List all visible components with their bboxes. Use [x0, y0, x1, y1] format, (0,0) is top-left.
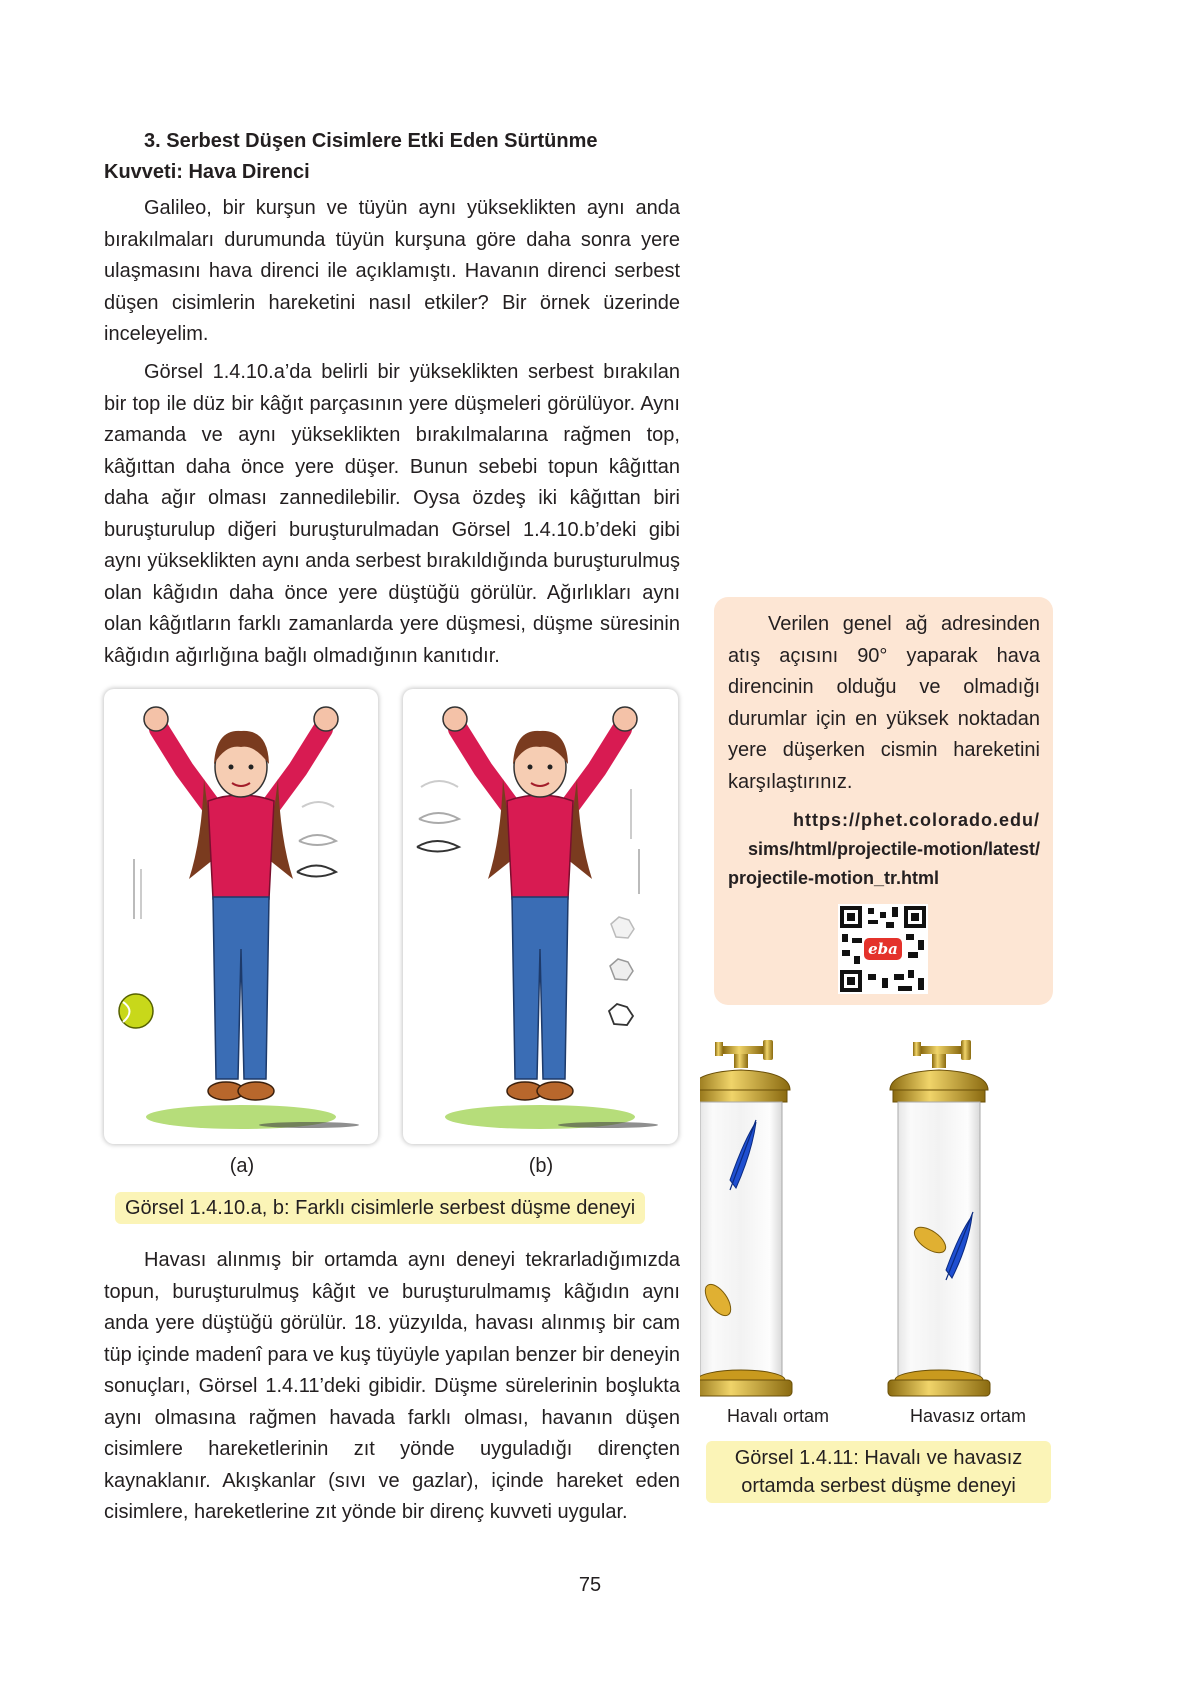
sidebox-url-line1[interactable]: https://phet.colorado.edu/	[793, 810, 1040, 830]
figure-a-card	[104, 689, 378, 1144]
girl-two-papers-illustration	[403, 689, 678, 1144]
label-air-environment: Havalı ortam	[727, 1406, 830, 1426]
figure-1-4-10-caption: Görsel 1.4.10.a, b: Farklı cisimlerle serbest düşme deneyi	[115, 1192, 645, 1224]
qr-code-icon[interactable]	[838, 904, 928, 994]
tube-vacuum	[888, 1040, 990, 1396]
section-heading	[104, 126, 684, 188]
figure-1-4-11-caption-line2: ortamda serbest düşme deneyi	[741, 1475, 1016, 1497]
sidebox-url[interactable]	[728, 806, 1040, 893]
girl-ball-paper-illustration	[104, 689, 378, 1144]
sidebox-text: Verilen genel ağ adresinden atış açısını 90° yaparak hava direncinin olduğu ve olmadığı durumlar için en yüksek noktadan yere düşerken cismin hareketini karşılaştırınız.	[728, 613, 1040, 793]
section-heading-line2: Kuvveti: Hava Direnci	[104, 161, 310, 183]
paragraph-vacuum: Havası alınmış bir ortamda aynı deneyi tekrarladığımızda topun, buruşturulmuş kâğıt ve buruşturulmamış kâğıdın aynı anda yere düştüğü görülür. 18. yüzyılda, havası alınmış bir cam tüp içinde madenî para ve kuş tüyüyle yapılan benzer bir deneyin sonuçları, Görsel 1.4.11’deki gibidir. Düşme sürelerinin boşlukta aynı olmasına rağmen havada farklı olması, havanın düşen cisimlere hareketlerinin zıt yönde uyguladığı dirençten kaynaklanır. Akışkanlar (sıvı ve gazlar), içinde hareket eden cisimlere, hareketlerine zıt yönde bir direnç kuvveti uygular.	[104, 1249, 680, 1523]
page-number: 75	[578, 1574, 602, 1596]
paragraph-experiment: Görsel 1.4.10.a’da belirli bir yükseklikten serbest bırakılan bir top ile düz bir kâğıt parçasının yere düşmeleri görülüyor. Aynı zamanda ve aynı yükseklikten bırakılmalarına rağmen top, kâğıttan daha önce yere düşer. Bunun sebebi topun kâğıttan daha ağır olması zannedilebilir. Oysa özdeş iki kâğıttan biri buruşturulup diğeri buruşturulmadan Görsel 1.4.10.b’deki gibi aynı yükseklikten aynı anda serbest bırakıldığında buruşturulmuş olan kâğıdın daha önce yere düştüğü görülür. Ağırlıkları aynı olan kâğıtların farklı zamanlarda yere düşmesi, düşme süresinin kâğıdın ağırlığına bağlı olmadığının kanıtıdır.	[104, 361, 680, 667]
qr-badge: eba	[868, 940, 898, 958]
paragraph-intro: Galileo, bir kurşun ve tüyün aynı yükseklikten aynı anda bırakılmaları durumunda tüyün kurşuna göre daha sonra yere ulaşmasını hava direnci ile açıklamıştı. Havanın direnci serbest düşen cisimlerin hareketini nasıl etkiler? Bir örnek üzerinde inceleyelim.	[104, 197, 680, 345]
section-heading-line1: 3. Serbest Düşen Cisimlere Etki Eden Sürtünme	[144, 130, 598, 152]
figure-1-4-11-caption	[706, 1441, 1051, 1503]
sidebox-url-line3[interactable]: projectile-motion_tr.html	[728, 868, 940, 888]
tube-with-air	[700, 1040, 792, 1396]
label-vacuum-environment: Havasız ortam	[910, 1406, 1027, 1426]
figure-a-label: (a)	[229, 1155, 255, 1177]
figure-b-label: (b)	[528, 1155, 554, 1177]
figure-1-4-11-caption-line1: Görsel 1.4.11: Havalı ve havasız	[734, 1447, 1023, 1469]
sidebox-url-line2[interactable]: sims/html/projectile-motion/latest/	[747, 839, 1040, 859]
figure-b-card	[403, 689, 678, 1144]
vacuum-tubes-illustration	[700, 1040, 1060, 1410]
